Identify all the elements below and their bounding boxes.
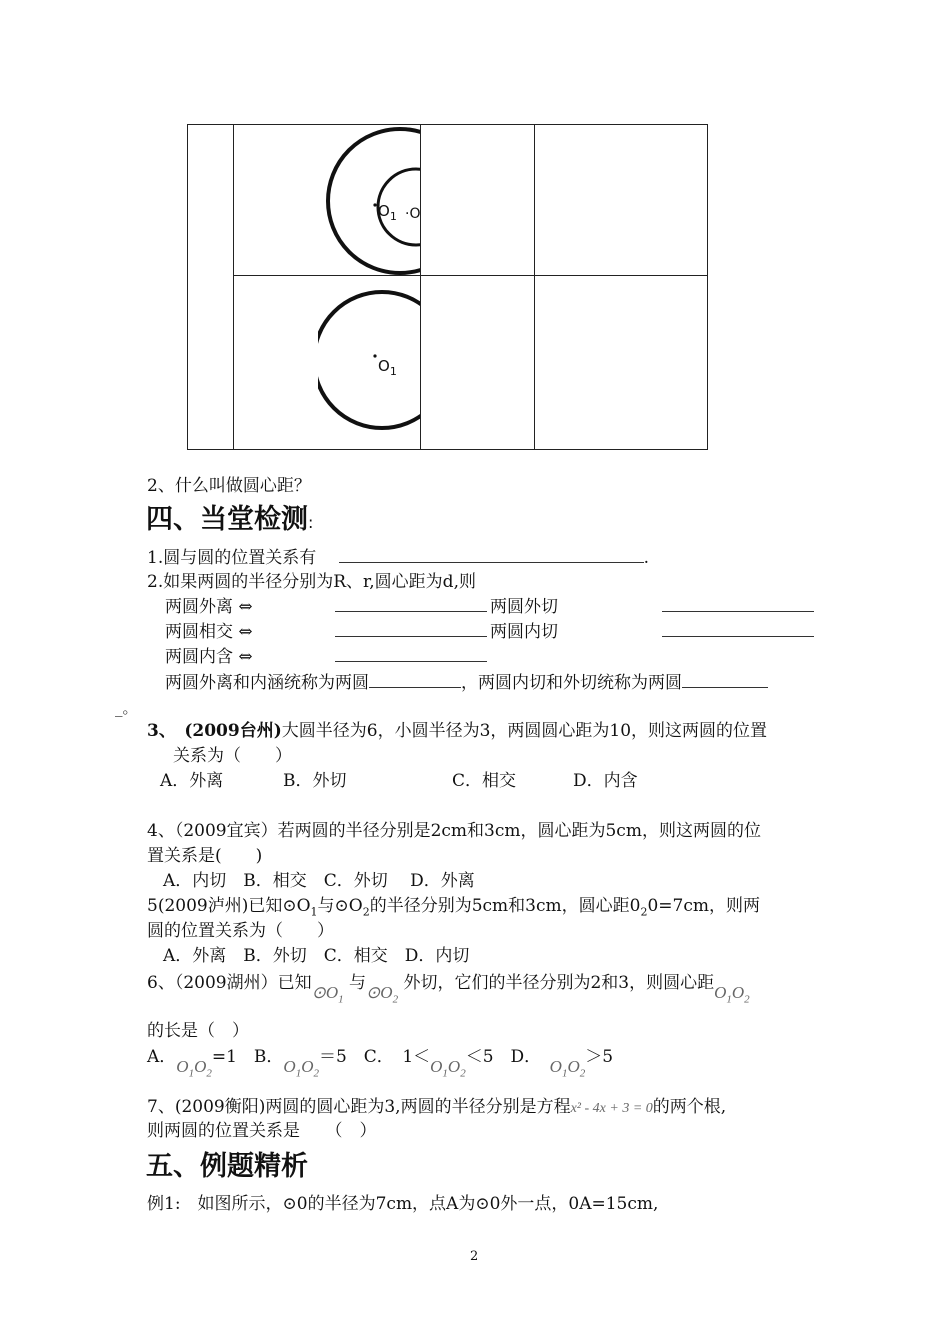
check-q7-line1: 7、(2009衡阳)两圆的圆心距为3,两圆的半径分别是方程x² - 4x + 3 = 0的两个根, [147,1097,727,1117]
check-q3-line1: 3、 (2009台州)大圆半径为6，小圆半径为3，两圆圆心距为10，则这两圆的位置 [147,721,768,741]
label-o2-top: ·O [405,206,421,222]
check-q2-row3-left: 两圆内含 ⇔ [165,647,253,667]
table-divider [233,125,234,449]
check-q2-row2-left: 两圆相交 ⇔ [165,622,253,642]
check-q3-option-c: C．相交 [452,771,517,791]
check-q6-line1: 6、（2009湖州）已知$⊙O_1$ 与$⊙O_2$ 外切，它们的半径分别为2和3，则圆心距$O_1O_2$ [147,973,750,1006]
check-q7-line2: 则两圆的位置关系是 （ ） [147,1121,377,1141]
single-circle-figure [318,276,421,446]
label-o1-top: $O_1$ [378,202,397,223]
check-q5-line1: 5(2009泸州)已知$⊙O_1$与$⊙O_2$的半径分别为5cm和3cm，圆心距$0_20=7cm$，则两 [147,896,760,919]
figure-table [187,124,708,450]
check-q2-intro: 2.如果两圆的半径分别为R、r,圆心距为d,则 [147,572,476,592]
check-q6-line2: 的长是（ ） [147,1021,249,1041]
internal-tangent-figure [318,125,421,275]
check-q4-options: A．内切 B．相交 C．外切 D．外离 [163,871,475,891]
blank-line [662,611,814,612]
label-o1-bottom: $O_1$ [378,357,397,378]
check-q1: 1.圆与圆的位置关系有 . [147,548,650,568]
check-q3-option-d: D．内含 [573,771,638,791]
check-q2-row1-right: 两圆外切 [490,597,558,617]
check-q2-row1-left: 两圆外离 ⇔ [165,597,253,617]
check-q4-line1: 4、（2009宜宾）若两圆的半径分别是2cm和3cm，圆心距为5cm，则这两圆的位 [147,821,761,841]
blank-line [335,636,487,637]
blank-line [335,661,487,662]
check-q3-option-a: A．外离 [160,771,224,791]
blank-line [335,611,487,612]
section-4-heading: 四、当堂检测: [146,504,314,535]
question-center-distance: 2、什么叫做圆心距？ [147,476,311,496]
example-1: 例1: 如图所示，⊙0的半径为7cm，点A为⊙0外一点，0A=15cm, [147,1194,659,1214]
table-divider [534,125,535,449]
section-5-heading: 五、例题精析 [146,1151,308,1182]
check-q2-row5: _。 [115,699,138,717]
blank-line [662,636,814,637]
check-q2-row2-right: 两圆内切 [490,622,558,642]
page-number: 2 [470,1249,479,1264]
check-q5-options: A．外离 B．外切 C．相交 D．内切 [163,946,470,966]
check-q2-row4: 两圆外离和内涵统称为两圆 ，两圆内切和外切统称为两圆 [165,671,768,694]
check-q6-options: A．$O_1O_2=1$ B．$O_1O_2=5$ C． $1<O_1O_2<5$ D． $O_1O_2>5$ [147,1047,614,1080]
table-row-divider [233,275,707,276]
check-q5-line2: 圆的位置关系为（ ） [147,921,334,941]
check-q3-option-b: B．外切 [283,771,347,791]
check-q4-line2: 置关系是( ) [147,846,263,866]
check-q3-line2: 关系为（ ） [173,746,292,766]
